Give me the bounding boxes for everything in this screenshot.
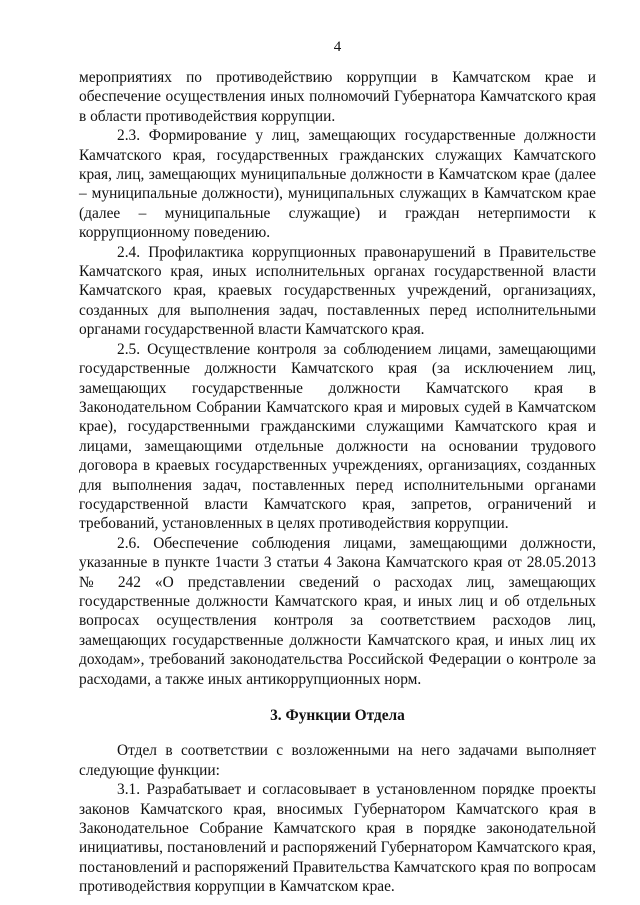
paragraph-2-5: 2.5. Осуществление контроля за соблюдением лицами, замещающими государственные должности Камчатского края (за исключением лиц, замещающих государственные должности Камчатского края в Законодательном Собрании Камчатского края и мировых судей в Камчатском крае), государственными гражданскими служащими Камчатского края и лицами, замещающими отдельные должности на основании трудового договора в краевых государственных учреждениях, организациях, созданных для выполнения задач, поставленных перед исполнительными органами государственной власти Камчатского края, запретов, ограничений и требований, установленных в целях противодействия коррупции. bbox=[79, 340, 596, 533]
paragraph-continuation: мероприятиях по противодействию коррупции в Камчатском крае и обеспечение осуществления иных полномочий Губернатора Камчатского края в области противодействия коррупции. bbox=[79, 69, 596, 125]
paragraph-intro-functions: Отдел в соответствии с возложенными на него задачами выполняет следующие функции: bbox=[79, 742, 596, 779]
paragraph-2-3: 2.3. Формирование у лиц, замещающих государственные должности Камчатского края, государственных гражданских служащих Камчатского края, лиц, замещающих муниципальные должности в Камчатском крае (далее – муниципальные должности), муниципальных служащих в Камчатском крае (далее – муниципальные служащие) и граждан нетерпимости к коррупционному поведению. bbox=[79, 127, 596, 242]
paragraph-3-1: 3.1. Разрабатывает и согласовывает в установленном порядке проекты законов Камчатского края, вносимых Губернатором Камчатского края в Законодательное Собрание Камчатского края в порядке законодательной инициативы, постановлений и распоряжений Губернатором Камчатского края, постановлений и распоряжений Правительства Камчатского края по вопросам противодействия коррупции в Камчатском крае. bbox=[79, 781, 596, 896]
paragraph-2-4: 2.4. Профилактика коррупционных правонарушений в Правительстве Камчатского края, иных исполнительных органах государственной власти Камчатского края, краевых государственных учреждений, организациях, созданных для выполнения задач, поставленных перед исполнительными органами государственной власти Камчатского края. bbox=[79, 243, 596, 339]
section-heading: 3. Функции Отдела bbox=[270, 707, 405, 724]
page-number: 4 bbox=[333, 39, 342, 55]
paragraph-2-6: 2.6. Обеспечение соблюдения лицами, замещающими должности, указанные в пункте 1части 3 статьи 4 Закона Камчатского края от 28.05.2013 № 242 «О представлении сведений о расходах лиц, замещающих государственные должности Камчатского края, и иных лиц и об отдельных вопросах осуществления контроля за соответствием расходов лиц, замещающих государственные должности Камчатского края, и иных лиц их доходам», требований законодательства Российской Федерации о контроле за расходами, а также иных антикоррупционных норм. bbox=[79, 534, 596, 688]
document-body bbox=[79, 68, 596, 897]
